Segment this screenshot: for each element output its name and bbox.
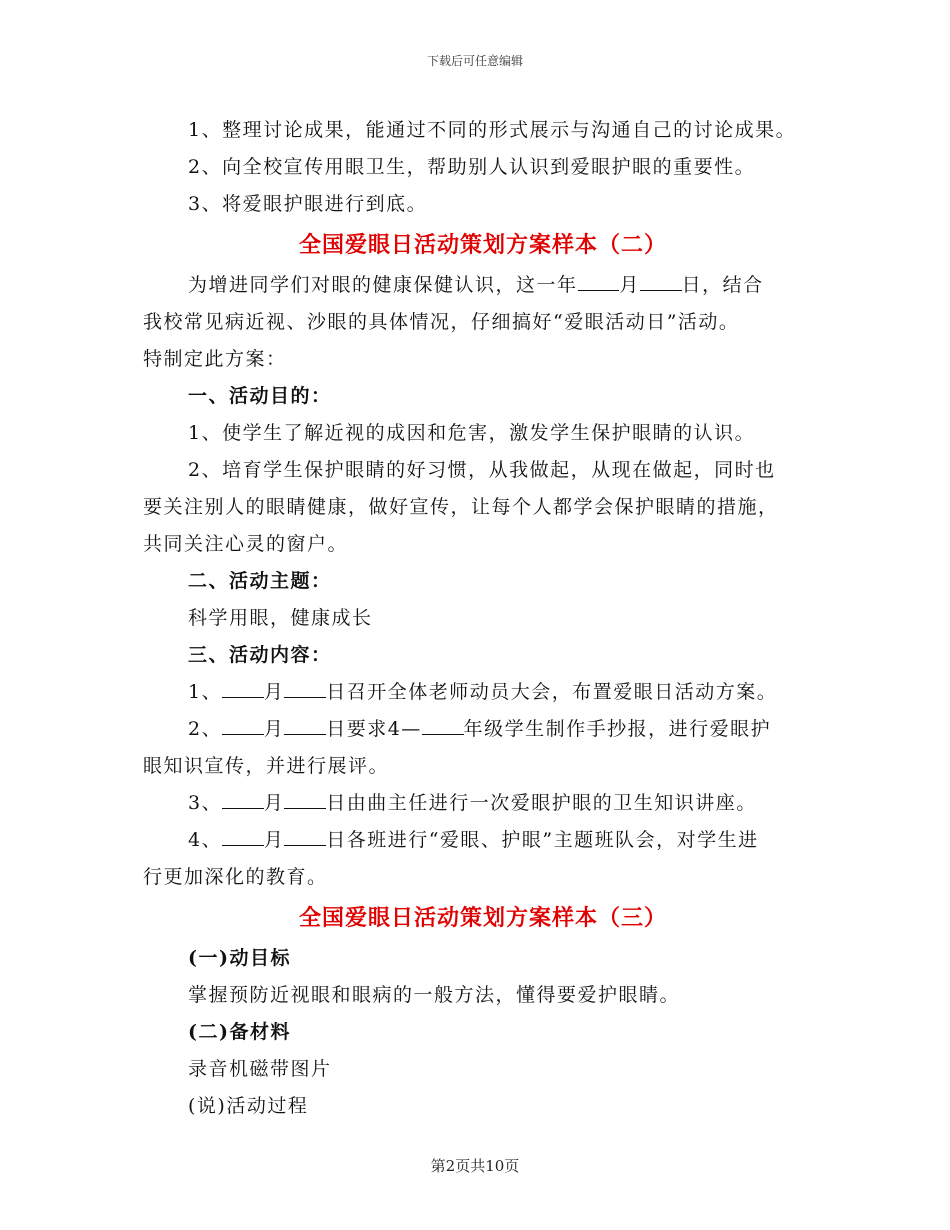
text-run: 眼知识宣传，并进行展评。 bbox=[143, 755, 390, 777]
text-run: 我校常见病近视、沙眼的具体情况，仔细搞好“爱眼活动日”活动。 bbox=[143, 311, 740, 333]
text-run: 特制定此方案： bbox=[143, 348, 287, 370]
fill-in-blank bbox=[578, 270, 620, 291]
text-run: 月 bbox=[263, 718, 285, 740]
paragraph-line bbox=[143, 785, 823, 822]
paragraph-line bbox=[143, 186, 823, 223]
text-run: 日召开全体老师动员大会，布置爱眼日活动方案。 bbox=[326, 681, 778, 703]
fill-in-blank bbox=[284, 825, 326, 846]
text-run: 录音机磁带图片 bbox=[188, 1058, 332, 1080]
text-run: (二)备材料 bbox=[188, 1021, 291, 1043]
paragraph-line bbox=[143, 1088, 823, 1125]
fill-in-blank bbox=[284, 788, 326, 809]
paragraph-line bbox=[143, 748, 823, 785]
section-title bbox=[143, 897, 823, 939]
fill-in-blank bbox=[640, 270, 682, 291]
page-header: 下载后可任意编辑 bbox=[426, 54, 523, 68]
page-footer: 第2页共10页 bbox=[430, 1157, 520, 1175]
document-body bbox=[143, 112, 823, 1125]
text-run: 1、 bbox=[188, 681, 223, 703]
text-run: (一)动目标 bbox=[188, 947, 291, 969]
paragraph-line bbox=[143, 489, 823, 526]
paragraph-line bbox=[143, 112, 823, 149]
text-run: 日各班进行“爱眼、护眼”主题班队会，对学生进 bbox=[326, 829, 759, 851]
text-run: 1、使学生了解近视的成因和危害，激发学生保护眼睛的认识。 bbox=[188, 422, 756, 444]
paragraph-line bbox=[143, 526, 823, 563]
paragraph-line bbox=[143, 304, 823, 341]
text-run: 3、将爱眼护眼进行到底。 bbox=[188, 193, 428, 215]
paragraph-line bbox=[143, 452, 823, 489]
text-run: 科学用眼，健康成长 bbox=[188, 607, 373, 629]
paragraph-line bbox=[143, 149, 823, 186]
paragraph-line bbox=[143, 859, 823, 896]
text-run: 月 bbox=[263, 829, 285, 851]
text-run: 日由曲主任进行一次爱眼护眼的卫生知识讲座。 bbox=[326, 792, 757, 814]
section-title bbox=[143, 224, 823, 266]
text-run: 日，结合 bbox=[681, 274, 764, 296]
text-run: 2、向全校宣传用眼卫生，帮助别人认识到爱眼护眼的重要性。 bbox=[188, 156, 756, 178]
text-run: 全国爱眼日活动策划方案样本（三） bbox=[298, 905, 667, 931]
text-run: 2、 bbox=[188, 718, 223, 740]
section-heading bbox=[143, 563, 823, 600]
paragraph-line bbox=[143, 822, 823, 859]
section-heading bbox=[143, 378, 823, 415]
text-run: 3、 bbox=[188, 792, 223, 814]
text-run: 要关注别人的眼睛健康，做好宣传，让每个人都学会保护眼睛的措施， bbox=[143, 496, 779, 518]
text-run: 掌握预防近视眼和眼病的一般方法，懂得要爱护眼睛。 bbox=[188, 984, 681, 1006]
text-run: 三、活动内容： bbox=[188, 644, 332, 666]
fill-in-blank bbox=[222, 677, 264, 698]
text-run: 4、 bbox=[188, 829, 223, 851]
paragraph-line bbox=[143, 341, 823, 378]
text-run: 日要求4— bbox=[326, 718, 422, 740]
fill-in-blank bbox=[222, 788, 264, 809]
fill-in-blank bbox=[222, 825, 264, 846]
text-run: 月 bbox=[619, 274, 640, 296]
text-run: 为增进同学们对眼的健康保健认识，这一年 bbox=[188, 274, 578, 296]
fill-in-blank bbox=[284, 714, 326, 735]
paragraph-line bbox=[143, 674, 823, 711]
text-run: 2、培育学生保护眼睛的好习惯，从我做起，从现在做起，同时也 bbox=[188, 459, 776, 481]
text-run: 一、活动目的： bbox=[188, 385, 332, 407]
paragraph-line bbox=[143, 415, 823, 452]
paragraph-line bbox=[143, 977, 823, 1014]
section-heading bbox=[143, 637, 823, 674]
fill-in-blank bbox=[284, 677, 326, 698]
paragraph-line bbox=[143, 267, 823, 304]
text-run: 二、活动主题： bbox=[188, 570, 332, 592]
text-run: 月 bbox=[263, 792, 285, 814]
section-heading bbox=[143, 940, 823, 977]
fill-in-blank bbox=[222, 714, 264, 735]
text-run: 月 bbox=[263, 681, 285, 703]
paragraph-line bbox=[143, 600, 823, 637]
text-run: 年级学生制作手抄报，进行爱眼护 bbox=[463, 718, 772, 740]
text-run: 共同关注心灵的窗户。 bbox=[143, 533, 349, 555]
section-heading bbox=[143, 1014, 823, 1051]
fill-in-blank bbox=[422, 714, 464, 735]
text-run: 1、整理讨论成果，能通过不同的形式展示与沟通自己的讨论成果。 bbox=[188, 119, 797, 141]
text-run: 行更加深化的教育。 bbox=[143, 866, 328, 888]
paragraph-line bbox=[143, 711, 823, 748]
text-run: (说)活动过程 bbox=[188, 1095, 309, 1117]
paragraph-line bbox=[143, 1051, 823, 1088]
text-run: 全国爱眼日活动策划方案样本（二） bbox=[298, 232, 667, 258]
